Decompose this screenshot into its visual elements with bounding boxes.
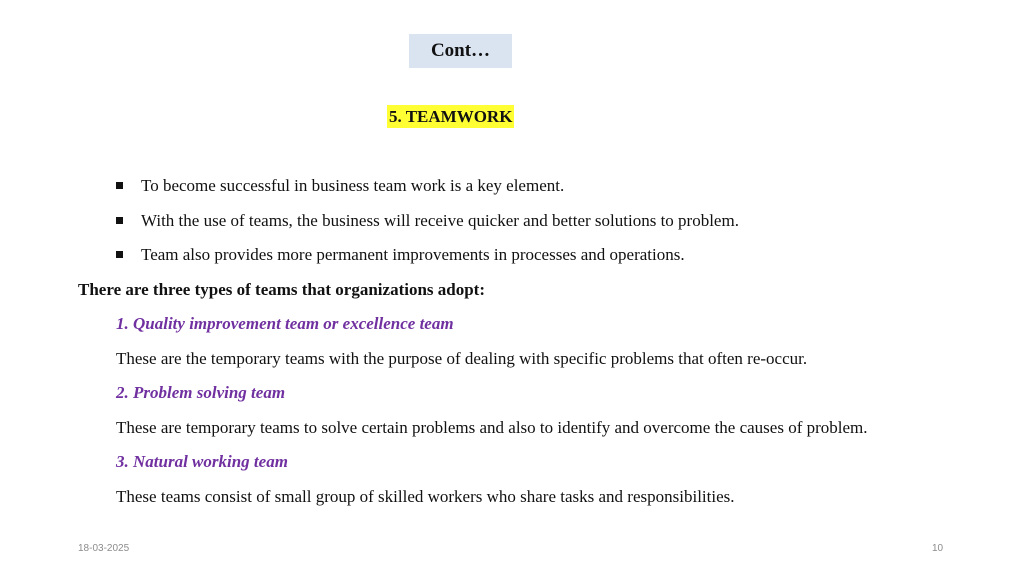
team-type-title: 3. Natural working team <box>116 452 288 471</box>
slide-title <box>409 34 512 68</box>
team-type-description: These are the temporary teams with the purpose of dealing with specific problems that often re-occur. <box>116 348 808 368</box>
list-item <box>116 210 739 245</box>
team-type <box>116 451 868 520</box>
types-intro: There are three types of teams that organizations adopt: <box>78 280 486 299</box>
team-type-title: 2. Problem solving team <box>116 383 286 402</box>
slide-title-text: Cont… <box>430 40 491 61</box>
team-type-title: 1. Quality improvement team or excellence team <box>116 314 454 333</box>
bullet-text: To become successful in business team work is a key element. <box>141 176 565 195</box>
team-type-description: These are temporary teams to solve certain problems and also to identify and overcome the causes of problem. <box>116 417 868 437</box>
team-type-description: These teams consist of small group of skilled workers who share tasks and responsibilities. <box>116 486 735 506</box>
bullet-list <box>116 175 739 279</box>
square-bullet-icon <box>116 182 123 189</box>
bullet-text: With the use of teams, the business will receive quicker and better solutions to problem. <box>141 210 739 230</box>
square-bullet-icon <box>116 217 123 224</box>
footer-date: 18-03-2025 <box>78 543 130 554</box>
list-item <box>116 175 739 210</box>
team-types-list <box>116 313 868 520</box>
bullet-text: Team also provides more permanent improvements in processes and operations. <box>141 245 685 264</box>
team-type <box>116 313 868 382</box>
square-bullet-icon <box>116 251 123 258</box>
team-type <box>116 382 868 451</box>
list-item <box>116 244 739 279</box>
page-number: 10 <box>932 543 944 554</box>
section-heading: 5. TEAMWORK <box>389 107 513 126</box>
